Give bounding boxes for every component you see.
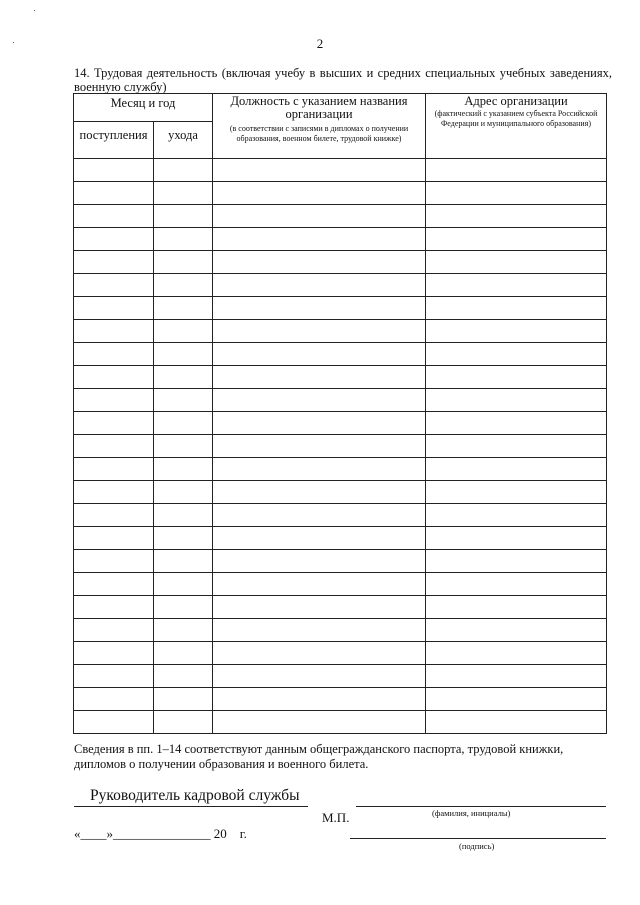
address-note: (фактический с указанием субъекта Российской Федерации и муниципального образования) <box>434 109 598 128</box>
cell-end[interactable] <box>154 573 213 596</box>
page-number: 2 <box>316 36 324 51</box>
cell-address[interactable] <box>426 527 607 550</box>
signature-hint: (подпись) <box>459 841 495 851</box>
table-row <box>74 458 607 481</box>
cell-address[interactable] <box>426 251 607 274</box>
cell-position[interactable] <box>213 389 426 412</box>
cell-end[interactable] <box>154 343 213 366</box>
cell-position[interactable] <box>213 458 426 481</box>
table-row <box>74 711 607 734</box>
cell-position[interactable] <box>213 527 426 550</box>
cell-address[interactable] <box>426 159 607 182</box>
month-year-header <box>74 94 213 122</box>
cell-start[interactable] <box>74 573 154 596</box>
cell-address[interactable] <box>426 573 607 596</box>
table-row <box>74 297 607 320</box>
cell-address[interactable] <box>426 481 607 504</box>
footer-statement: Сведения в пп. 1–14 соответствуют данным общегражданского паспорта, трудовой книжки, дипломов о получении образования и военного билета. <box>74 742 564 771</box>
cell-start[interactable] <box>74 665 154 688</box>
end-label: ухода <box>168 128 198 142</box>
cell-address[interactable] <box>426 665 607 688</box>
cell-position[interactable] <box>213 320 426 343</box>
cell-position[interactable] <box>213 504 426 527</box>
table-row <box>74 366 607 389</box>
cell-start[interactable] <box>74 435 154 458</box>
cell-end[interactable] <box>154 711 213 734</box>
cell-end[interactable] <box>154 297 213 320</box>
cell-address[interactable] <box>426 366 607 389</box>
cell-position[interactable] <box>213 435 426 458</box>
cell-position[interactable] <box>213 366 426 389</box>
table-row <box>74 573 607 596</box>
cell-end[interactable] <box>154 642 213 665</box>
cell-position[interactable] <box>213 343 426 366</box>
cell-address[interactable] <box>426 320 607 343</box>
cell-address[interactable] <box>426 688 607 711</box>
date-line: «____»_______________ 20 г. <box>74 826 247 841</box>
cell-start[interactable] <box>74 458 154 481</box>
cell-position[interactable] <box>213 573 426 596</box>
employment-table <box>73 93 607 734</box>
cell-start[interactable] <box>74 412 154 435</box>
cell-address[interactable] <box>426 550 607 573</box>
table-row <box>74 412 607 435</box>
cell-end[interactable] <box>154 665 213 688</box>
table-row <box>74 619 607 642</box>
scan-speck <box>34 10 35 11</box>
cell-position[interactable] <box>213 412 426 435</box>
address-label: Адрес организации <box>464 94 568 108</box>
cell-position[interactable] <box>213 481 426 504</box>
stamp-place-label: М.П. <box>322 810 350 825</box>
cell-start[interactable] <box>74 205 154 228</box>
table-row <box>74 665 607 688</box>
address-header <box>426 94 607 159</box>
cell-end[interactable] <box>154 205 213 228</box>
cell-start[interactable] <box>74 596 154 619</box>
name-line[interactable] <box>356 806 606 807</box>
cell-end[interactable] <box>154 596 213 619</box>
cell-start[interactable] <box>74 504 154 527</box>
table-row <box>74 251 607 274</box>
table-row <box>74 205 607 228</box>
cell-start[interactable] <box>74 527 154 550</box>
cell-end[interactable] <box>154 619 213 642</box>
cell-start[interactable] <box>74 182 154 205</box>
table-row <box>74 182 607 205</box>
cell-end[interactable] <box>154 458 213 481</box>
cell-position[interactable] <box>213 205 426 228</box>
cell-end[interactable] <box>154 504 213 527</box>
cell-address[interactable] <box>426 619 607 642</box>
cell-position[interactable] <box>213 550 426 573</box>
cell-start[interactable] <box>74 366 154 389</box>
hr-head-line <box>74 806 308 807</box>
cell-end[interactable] <box>154 228 213 251</box>
cell-address[interactable] <box>426 297 607 320</box>
table-row <box>74 320 607 343</box>
table-row <box>74 274 607 297</box>
cell-end[interactable] <box>154 688 213 711</box>
table-row <box>74 343 607 366</box>
signature-line[interactable] <box>350 838 606 839</box>
cell-start[interactable] <box>74 481 154 504</box>
cell-start[interactable] <box>74 320 154 343</box>
cell-end[interactable] <box>154 182 213 205</box>
table-row <box>74 435 607 458</box>
cell-address[interactable] <box>426 205 607 228</box>
cell-start[interactable] <box>74 297 154 320</box>
cell-start[interactable] <box>74 343 154 366</box>
cell-position[interactable] <box>213 251 426 274</box>
table-row <box>74 159 607 182</box>
cell-start[interactable] <box>74 642 154 665</box>
cell-address[interactable] <box>426 343 607 366</box>
table-row <box>74 688 607 711</box>
cell-start[interactable] <box>74 159 154 182</box>
cell-position[interactable] <box>213 642 426 665</box>
name-hint: (фамилия, инициалы) <box>432 808 511 818</box>
table-row <box>74 481 607 504</box>
position-label: Должность с указанием названия организации <box>230 94 408 121</box>
cell-address[interactable] <box>426 435 607 458</box>
cell-start[interactable] <box>74 274 154 297</box>
cell-address[interactable] <box>426 412 607 435</box>
table-row <box>74 642 607 665</box>
cell-end[interactable] <box>154 251 213 274</box>
table-row <box>74 550 607 573</box>
cell-position[interactable] <box>213 619 426 642</box>
cell-position[interactable] <box>213 711 426 734</box>
cell-end[interactable] <box>154 481 213 504</box>
start-header <box>74 122 154 159</box>
section-title: 14. Трудовая деятельность (включая учебу в высших и средних специальных учебных заведениях, военную службу) <box>74 66 612 94</box>
cell-end[interactable] <box>154 274 213 297</box>
end-header <box>154 122 213 159</box>
cell-start[interactable] <box>74 251 154 274</box>
cell-position[interactable] <box>213 228 426 251</box>
cell-address[interactable] <box>426 596 607 619</box>
cell-position[interactable] <box>213 274 426 297</box>
hr-head-label: Руководитель кадровой службы <box>90 787 300 804</box>
table-row <box>74 527 607 550</box>
cell-start[interactable] <box>74 228 154 251</box>
table-row <box>74 596 607 619</box>
position-note: (в соответствии с записями в дипломах о получении образования, военном билете, трудовой книжке) <box>229 124 409 143</box>
cell-position[interactable] <box>213 665 426 688</box>
month-year-label: Месяц и год <box>110 96 176 110</box>
cell-start[interactable] <box>74 711 154 734</box>
header-row-top <box>74 94 607 122</box>
table-row <box>74 504 607 527</box>
table-row <box>74 228 607 251</box>
table-body <box>74 159 607 734</box>
cell-address[interactable] <box>426 504 607 527</box>
cell-start[interactable] <box>74 688 154 711</box>
cell-start[interactable] <box>74 550 154 573</box>
cell-position[interactable] <box>213 159 426 182</box>
position-header <box>213 94 426 159</box>
cell-end[interactable] <box>154 412 213 435</box>
cell-end[interactable] <box>154 550 213 573</box>
cell-start[interactable] <box>74 619 154 642</box>
cell-address[interactable] <box>426 458 607 481</box>
cell-position[interactable] <box>213 596 426 619</box>
cell-end[interactable] <box>154 320 213 343</box>
cell-address[interactable] <box>426 389 607 412</box>
cell-position[interactable] <box>213 182 426 205</box>
cell-start[interactable] <box>74 389 154 412</box>
cell-end[interactable] <box>154 366 213 389</box>
cell-end[interactable] <box>154 435 213 458</box>
cell-end[interactable] <box>154 389 213 412</box>
cell-address[interactable] <box>426 228 607 251</box>
cell-position[interactable] <box>213 297 426 320</box>
cell-address[interactable] <box>426 274 607 297</box>
cell-address[interactable] <box>426 642 607 665</box>
cell-address[interactable] <box>426 182 607 205</box>
cell-address[interactable] <box>426 711 607 734</box>
table-row <box>74 389 607 412</box>
cell-end[interactable] <box>154 527 213 550</box>
cell-position[interactable] <box>213 688 426 711</box>
start-label: поступления <box>79 128 148 142</box>
cell-end[interactable] <box>154 159 213 182</box>
